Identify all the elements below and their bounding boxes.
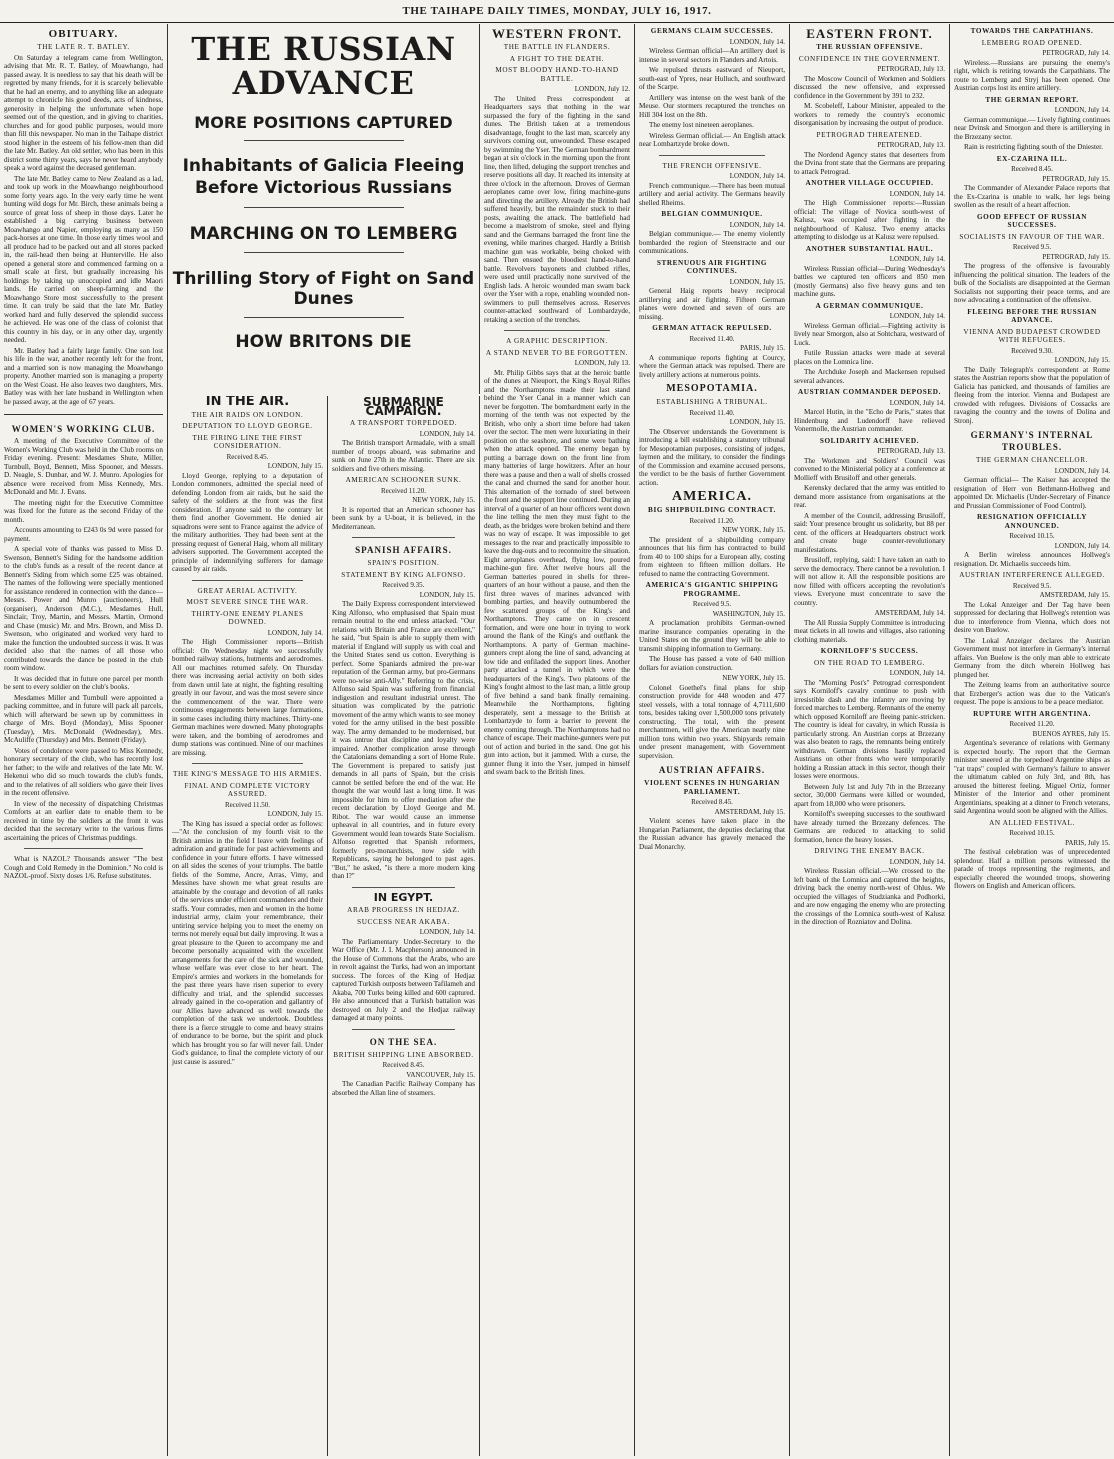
subheading: RESIGNATION OFFICIALLY ANNOUNCED.	[976, 513, 1088, 530]
article-paragraph: Wireless Russian official.—We crossed to the left bank of the Lomnica and captured the heights, driving back the enemy north-west of Ohlus. We occupied the villages of Studzianka and Podhorki, and are now engaging the enemy who are protecting the crossings of the Lomnica south-west of Kalusz in the direction of Rozniatov and Dolina.	[794, 867, 945, 926]
dateline: NEW YORK, July 15.	[722, 526, 785, 534]
subheading: VIOLENT SCENES IN HUNGARIAN PARLIAMENT.	[644, 779, 780, 796]
dateline: LONDON, July 13.	[574, 359, 630, 367]
dateline: NEW YORK, July 15.	[412, 496, 475, 504]
dateline: NEW YORK, July 15.	[722, 674, 785, 682]
western-front-heading: WESTERN FRONT.	[491, 26, 623, 41]
masthead: THE TAIHAPE DAILY TIMES, MONDAY, JULY 16, 1917.	[0, 0, 1114, 23]
article-paragraph: A special vote of thanks was passed to Miss D. Swenson, Bennett's Siding for the handsome addition to the club's funds as a result of the recent dance at Bennett's Siding from which some £25 was obtained. The names of the following were specially mentioned for assistance rendered in connection with the dance—Messrs. Power and Munro (auctioneers), Hull (organiser), Anderson (M.C.), Mesdames Hull, Sinclair, Troy, Martin, and Messrs. Martin, Ormond and Chase (music) Mr. and Mrs. Brown, and Miss D. Swenson, who originated and worked very hard to make the function the undoubted success it was. It was decided also that the names of all those who contributed towards the dance be posted in the club room window.	[4, 545, 163, 672]
article-paragraph: The Parliamentary Under-Secretary to the War Office (Mr. J. I. Macpherson) announced in the House of Commons that the Arabs, who are in revolt against the Turks, had won an important success. The forces of the King of Hedjaz captured Turkish outposts between Tafilameh and Akaba, 700 Turks being killed and 600 captured. He also announced that a Turkish battalion was destroyed on July 2 and the Hedjaz railway damaged at many points.	[332, 937, 475, 1022]
article-paragraph: Mesdames Miller and Turnbull were appointed a packing committee, and in future will pack all parcels, which will afterward be sewn up by committees in charge of Mrs. Boyd (Monday), Miss Spooner (Tuesday), Mrs. McDonald (Wednesday), Mrs. McAuliffe (Thursday) and Mrs. Bennett (Friday).	[4, 693, 163, 744]
subheading: A GERMAN COMMUNIQUE.	[815, 301, 924, 310]
article-paragraph: General Haig reports heavy reciprocal artillerying and air fighting. Fifteen German planes were downed and seven of ours are missing.	[639, 287, 785, 321]
sea-heading: ON THE SEA.	[369, 1036, 438, 1047]
received-time: Received 8.45.	[226, 452, 269, 461]
subheading: LEMBERG ROAD OPENED.	[981, 38, 1083, 47]
subheading: THE FRENCH OFFENSIVE.	[662, 161, 762, 170]
divider	[352, 887, 455, 888]
subheading: FINAL AND COMPLETE VICTORY ASSURED.	[184, 781, 311, 798]
article-paragraph: The All Russia Supply Committee is introducing meat tickets in all towns and villages, also rationing clothing materials.	[794, 618, 945, 644]
received-time: Received 9.30.	[1011, 346, 1053, 355]
subheading: AMERICA'S GIGANTIC SHIPPING PROGRAMME.	[645, 581, 779, 598]
subheading: MOST BLOODY HAND-TO-HAND BATTLE.	[495, 66, 619, 83]
divider	[244, 252, 404, 253]
article-paragraph: Colonel Goethel's final plans for ship construction provide for 448 wooden and 477 steel vessels, with a total tonnage of 4,7111,600 tons, besides taking over 1,500,000 tons privately constructing. The total, with the present merchantmen, will give the American nearly nine million tons within two years. Shipyards remain under present management, with Government supervision.	[639, 683, 785, 760]
article-paragraph: Votes of condolence were passed to Miss Kennedy, honorary secretary of the club, who has recently lost her father; to the wife and relatives of the late Mr. W. Hekenui who did so much towards the club's funds, and to the relatives of all soldiers who gave their lives in the recent offensive.	[4, 746, 163, 797]
received-time: Received 8.45.	[382, 1061, 425, 1069]
subheading: GOOD EFFECT OF RUSSIAN SUCCESSES.	[976, 212, 1088, 229]
banner-subhead: MARCHING ON TO LEMBERG	[189, 224, 458, 244]
article-paragraph: The House has passed a vote of 640 million dollars for aviation construction.	[639, 655, 785, 672]
article-paragraph: The enemy lost nineteen aeroplanes.	[649, 121, 754, 129]
subheading: STATEMENT BY KING ALFONSO.	[341, 570, 466, 579]
dateline: AMSTERDAM, July 15.	[1039, 591, 1110, 599]
article-paragraph: On Saturday a telegram came from Wellington, advising that Mr. R. T. Batley, of Moawhango, had passed away. It is needless to say that his death will be regretted by many friends, for it is scarcely believable that he had an enemy, and to anything like an adequate attempt to chronicle his good deeds, acts of kindness, generosity in helping the unfortunate when hope seemed out of the question, and in giving to charities, churches and for good public purposes, would more than fill this newspaper. No man in the Taihape district stood higher in the esteem of his fellow-men than did the late Mr. Batley. An old settler, who has been in this district some thirty years, says he never heard anybody speak a word against the deceased gentleman.	[4, 53, 163, 172]
subheading: ANOTHER VILLAGE OCCUPIED.	[805, 179, 934, 187]
dateline: LONDON, July 12.	[574, 85, 630, 93]
article-paragraph: Rain is restricting fighting south of the Dniester.	[964, 143, 1103, 151]
subheading: SOCIALISTS IN FAVOUR OF THE WAR.	[959, 232, 1105, 241]
dateline: LONDON, July 15.	[267, 810, 323, 818]
banner-subhead: HOW BRITONS DIE	[235, 332, 412, 352]
article-paragraph: The King has issued a special order as follows:—"At the conclusion of my fourth visit to the British armies in the field I leave with feelings of admiration and gratitude for past achievements and confidence in your future efforts. I have witnessed on all sides the scenes of your triumphs. The battle fields of the Somme, Ancre, Arras, Vimy, and Messines have shown me what great results are attainable by the courage and devotion of all ranks of the services under efficient commanders and their staffs. Your comrades, men and women in the home industrial army, claim your remembrance, their untiring service helping you to meet the enemy on terms not merely equal but daily improving. It was a great pleasure to the Queen to accompany me and become personally acquainted with the excellent arrangements for the care of the sick and wounded, whose welfare was ever close to her heart. The Empire's armies and workers in the homelands for the past three years have risen superior to every difficulty and trial, and the splendid successes already gained in the co-operation and gallantry of our Allies have advanced us well towards the completion of the task we undertook. Doubtless there is a fierce struggle to come and heavy strains of endurance to be borne, but the spirit and pluck which has brought you so far will never fail. Under God's guidance, to final the complete victory of our just cause is assured."	[172, 819, 323, 1066]
divider	[659, 155, 765, 156]
subheading: THIRTY-ONE ENEMY PLANES DOWNED.	[191, 609, 304, 626]
mesopotamia-heading: MESOPOTAMIA.	[666, 383, 758, 394]
subheading: DEPUTATION TO LLOYD GEORGE.	[182, 422, 313, 430]
article-paragraph: Brusiloff, replying, said: I have taken an oath to serve the democracy. There cannot be a revolution. I will not allow it. All the responsible positions are now filled with officers accepting the revolution's views. Everyone must concentrate to save the country.	[794, 556, 945, 607]
banner-subhead: MORE POSITIONS CAPTURED	[194, 113, 453, 132]
article-paragraph: The Archduke Joseph and Mackensen repulsed several advances.	[794, 368, 945, 385]
article-paragraph: The Canadian Pacific Railway Company has absorbed the Allan line of steamers.	[332, 1080, 475, 1097]
article-paragraph: Mr. Batley had a fairly large family. One son lost his life in the war, another recently left for the front, and a married son is now managing the Moawhango property. Another married son is managing a property on the West Coast. He also leaves two daughters, Mrs. Batley was with her late husband in Wellington when he passed away, at the age of 67 years.	[4, 346, 163, 406]
article-paragraph: The Commander of Alexander Palace reports that the Ex-Czarina is unable to walk, her legs being swollen as the result of a heart affection.	[954, 184, 1110, 209]
article-paragraph: Violent scenes have taken place in the Hungarian Parliament, the deputies declaring that the Russian advance has gravely menaced the Dual Monarchy.	[639, 817, 785, 851]
subheading: EX-CZARINA ILL.	[996, 154, 1068, 163]
advertisement: What is NAZOL? Thousands answer "The best Cough and Cold Remedy in the Dominion." No cold is NAZOL-proof. Sixty doses 1/6. Refuse substitutes.	[4, 855, 163, 880]
article-paragraph: A member of the Council, addressing Brusiloff, said: Your presence brought us solidarity, but 88 per cent. of the officers at Headquarters obstruct work and create huge counter-revolutionary manifestations.	[794, 511, 945, 554]
article-paragraph: The British transport Armadale, with a small number of troops aboard, was submarine and sunk on June 27th in the Atlantic. There are six soldiers and five others missing.	[332, 439, 475, 473]
article-paragraph: The "Morning Post's" Petrograd correspondent says Korniloff's cavalry continue to push with irresistible dash and the infantry are moving by forced marches to Lemberg. Remnants of the enemy which opposed Korniloff are fleeing panic-stricken. The country is ideal for cavalry, in which Russia is particularly strong. An Austrian corps at Brzezany was also beaten to rags, the remnants being entirely withdrawn. German divisions hastily replaced Austrians on other fronts who were temporarily holding a Russian attack in this sector, though their losses were enormous.	[794, 678, 945, 780]
article-paragraph: The Workmen and Soldiers' Council was convened to the Ministerial policy at a conference at Mollieff with Brusiloff and other generals.	[794, 456, 945, 482]
article-paragraph: The United Press correspondent at Headquarters says that nothing in the war surpassed the fury of the fighting in the sand dunes. The British taken at a tremendous disadvantage, fought to the last man, scarcely any survivors coming out, unwounded. These escaped by swimming the Yser. The German bombardment began at six o'clock in the morning upon the front line, then lifted, deluging the support trenches and reserve positions all day. It reached its intensity at three o'clock in the afternoon. Droves of German aeroplanes came over low, firing machine-guns and directing the artillery. Already the British had suffered heavily, but the remainder stuck to their posts, awaiting the attack. The battlefield had become a maelstrom of smoke, steel and flying sand and the Germans barraged the front line the evening, while marines charged. Hardly a British machine gun was workable, being choked with sand. Then ensued the bloodiest hand-to-hand battle. Revolvers bayonets and clubbed rifles, were used until practically none survived of the English lads. A heroic wounded man swam back over the Yser with a rope, enabling wounded non-swimmers to pull themselves across. Reserves counter-attacked southward of Lombardzyde, retaking a section of the trenches.	[484, 94, 630, 324]
subheading: BELGIAN COMMUNIQUE.	[661, 210, 763, 218]
dateline: LONDON, July 14.	[889, 398, 945, 407]
article-paragraph: The progress of the offensive is favourably influencing the political situation. The leaders of the bulk of the Socialists are disappointed at the German Socialists not supporting their peace terms, and are now advocating a continuation of the offensive.	[954, 262, 1110, 304]
divider	[192, 763, 303, 764]
received-time: Received 11.40.	[689, 408, 735, 417]
column-6	[790, 24, 950, 1456]
article-paragraph: The High Commissioner reports:—Russian official: The village of Novica south-west of Kalusz, was occupied after fighting in the neighbourhood of Kalusz. Two enemy attacks attempting to dislodge us at Kalusz were repulsed.	[794, 199, 945, 241]
divider	[244, 140, 404, 141]
dateline: LONDON, July 14.	[419, 928, 475, 936]
divider	[24, 848, 143, 849]
subheading: VIENNA AND BUDAPEST CROWDED WITH REFUGEES.	[963, 327, 1101, 344]
dateline: LONDON, July 15.	[729, 418, 785, 426]
received-time: Received 11.50.	[224, 800, 271, 809]
subheading: AMERICAN SCHOONER SUNK.	[345, 476, 462, 484]
article-paragraph: Wireless German official.—Fighting activity is lively near Smorgon, also at Sohtchara, westward of Luck.	[794, 321, 945, 347]
dateline: LONDON, July 14.	[889, 312, 945, 320]
dateline: LONDON, July 14.	[267, 628, 323, 637]
column-4	[480, 24, 635, 1456]
received-time: Received 8.45.	[691, 798, 733, 806]
article-paragraph: The Nordend Agency states that deserters from the Dvina front state that the Germans are preparing to attack Petrograd.	[794, 150, 945, 176]
article-paragraph: Wireless German official.— An English attack near Lombartzyde broke down.	[639, 131, 785, 148]
austrian-heading: AUSTRIAN AFFAIRS.	[658, 765, 766, 775]
article-paragraph: The Daily Express correspondent interviewed King Alfonso, who emphasised that Spain must remain neutral to the end unless attacked. "Our relations with Britain and France are excellent," he said, "but Spain is able to supply them with material if England will supply us with coal and the United States send us cotton. Everything is perfect. Some Spaniards admired the pre-war reputation of the German army, but pro-Germans were no-wise anti-Ally." Referring to the crisis, Alfonso said Spain was suffering from financial indigestion and resultant industrial unrest. The situation was complicated by the patriotic movement of the army which wants to see money voted for the army utilised in the best possible way. The army demanded to be modernised, but it was untrue that discipline and loyalty were impaired. Another complication arose through the Catalonians demanding a sort of Home Rule. The Government is prepared to satisfy just demands in all parts of Spain, but the crisis cannot be settled before the end of the war. He thought the war would last a long time. It was impossible for him to offer mediation after the recent declaration by Lloyd George and M. Ribot. The war would cause an immense upheaval in all countries, and in future every Government would lean towards State Socialism. Alfonso regretted that Spanish reformers, formerly pro-monarchists, now side with Republicans, saying he belonged to past ages. "But," he asked, "is there a more modern king than I?"	[332, 600, 475, 880]
dateline: WASHINGTON, July 15.	[712, 609, 785, 618]
subheading: THE GERMAN CHANCELLOR.	[975, 456, 1089, 464]
received-time: Received 9.5.	[1012, 243, 1052, 251]
subheading: THE KING'S MESSAGE TO HIS ARMIES.	[172, 770, 323, 778]
dateline: PARIS, July 15.	[1065, 838, 1110, 847]
dateline: PETROGRAD, July 14.	[1042, 49, 1110, 57]
divider	[192, 580, 303, 581]
subheading: CONFIDENCE IN THE GOVERNMENT.	[798, 54, 941, 63]
dateline: LONDON, July 14.	[419, 429, 475, 438]
subheading: THE RUSSIAN OFFENSIVE.	[816, 43, 923, 51]
received-time: Received 11.40.	[689, 334, 735, 343]
subheading: SPAIN'S POSITION.	[367, 559, 440, 567]
obituary-heading: OBITUARY.	[48, 28, 119, 40]
subheading: MOST SEVERE SINCE THE WAR.	[186, 598, 309, 606]
article-paragraph: Lloyd George, replying to a deputation of London commoners, admitted the special need of defending London from air raids, but he said the safety of the soldiers at the front was the first consideration. If anyone said to the contrary let them find another Government. He denied air squadrons were sent to France against the advice of the military authorities. They had been sent at the pressing request of General Haig, whom all military advisers supported. The Government accepted the principle of indemnifying sufferers for damage caused by air raids.	[172, 471, 323, 573]
subheading: RUPTURE WITH ARGENTINA.	[973, 709, 1091, 718]
received-time: Received 8.45.	[1011, 165, 1053, 173]
subheading: AUSTRIAN INTERFERENCE ALLEGED.	[959, 571, 1105, 579]
subheading: THE AIR RAIDS ON LONDON.	[191, 410, 304, 419]
dateline: LONDON, July 15.	[419, 590, 475, 599]
spanish-heading: SPANISH AFFAIRS.	[355, 545, 452, 555]
america-heading: AMERICA.	[672, 489, 752, 504]
submarine-heading: SUBMARINE CAMPAIGN.	[363, 396, 444, 418]
received-time: Received 11.20.	[689, 516, 735, 525]
article-paragraph: The festival celebration was of unprecedented splendour. Half a million persons witnessed the parade of troops representing the regiments, and especially cheered the wounded troops, showering flowers on English and American officers.	[954, 848, 1110, 890]
subheading: GERMAN ATTACK REPULSED.	[652, 324, 772, 332]
subheading: THE BATTLE IN FLANDERS.	[503, 43, 611, 51]
subheading: BIG SHIPBUILDING CONTRACT.	[648, 506, 776, 514]
banner-title: THE RUSSIAN ADVANCE	[191, 30, 456, 102]
batley-heading: THE LATE R. T. BATLEY.	[37, 43, 130, 51]
received-time: Received 10.15.	[1009, 829, 1055, 837]
divider	[4, 414, 163, 415]
divider	[244, 317, 404, 318]
subheading: TOWARDS THE CARPATHIANS.	[970, 27, 1094, 35]
air-heading: IN THE AIR.	[205, 396, 290, 409]
subheading: PETROGRAD THREATENED.	[816, 130, 923, 139]
dateline: LONDON, July 15.	[1054, 356, 1110, 364]
dateline: LONDON, July 14.	[889, 255, 945, 263]
article-paragraph: Wireless Russian official—During Wednesday's battles we captured ten officers and 850 men (mostly Germans) also five heavy guns and ten machine guns.	[794, 264, 945, 298]
subheading: STRENUOUS AIR FIGHTING CONTINUES.	[656, 258, 768, 275]
banner-subhead: Inhabitants of Galicia Fleeing Before Victorious Russians	[182, 156, 465, 198]
article-paragraph: French communique.—There has been mutual artillery and aerial activity. The Germans heavily shelled Rheims.	[639, 181, 785, 207]
dateline: LONDON, July 14.	[1054, 466, 1110, 475]
dateline: LONDON, July 14.	[889, 857, 945, 866]
subheading: KORNILOFF'S SUCCESS.	[820, 647, 919, 655]
article-paragraph: The Lokal Anzeiger and Der Tag have been suppressed for declaring that Hollweg's retention was due to interference from Vienna, which does not desire von Buelow.	[954, 600, 1110, 634]
subheading: THE FIRING LINE THE FIRST CONSIDERATION.	[192, 433, 303, 450]
dateline: LONDON, July 14.	[1054, 106, 1110, 114]
article-paragraph: The Observer understands the Government is introducing a bill establishing a statutory tribunal for Mesopotamian purposes, consisting of judges, laymen and the military, to consider the findings of the Commission and examine accused persons, the verdict to be the basis of further Government action.	[639, 427, 785, 487]
article-paragraph: Argentina's severance of relations with Germany is expected hourly. The report that the German minister sneered at the torpedoed Argentine ships as "rat traps" coupled with Germany's failure to answer the ultimatum cabled on July 3rd, and 8th, has aroused the bitterest feeling. Miguel Ortiz, former Minister of the Interior and other prominent Argentinians, speaking at a dinner to French veterans, said Argentina would soon be aligned with the Allies.	[954, 739, 1110, 815]
dateline: PETROGRAD, July 13.	[877, 141, 945, 149]
dateline: PETROGRAD, July 13.	[877, 447, 945, 455]
dateline: AMSTERDAM, July 14.	[874, 609, 945, 617]
divider	[352, 1029, 455, 1030]
eastern-front-heading: EASTERN FRONT.	[806, 26, 933, 41]
article-paragraph: A communique reports fighting at Courcy, where the German attack was repulsed. There are lively artillery actions at numerous points.	[639, 353, 785, 379]
dateline: PETROGRAD, July 15.	[1042, 174, 1110, 183]
article-paragraph: It was decided that in future one parcel per month be sent to every soldier on the club's books.	[4, 674, 163, 691]
dateline: LONDON, July 14.	[889, 669, 945, 677]
article-paragraph: German official— The Kaiser has accepted the resignation of Herr von Bethmann-Hollweg and appointed Dr. Michaelis (Under-Secretary of Finance and Prussian Commissioner of Food Control).	[954, 476, 1110, 510]
divider	[504, 330, 610, 331]
column-7	[950, 24, 1114, 1456]
front-banner	[168, 24, 480, 394]
egypt-heading: IN EGYPT.	[373, 890, 434, 904]
article-paragraph: A Berlin wireless announces Hollweg's resignation. Dr. Michaelis succeeds him.	[954, 551, 1110, 568]
dateline: LONDON, July 14.	[729, 220, 785, 229]
subheading: SUCCESS NEAR AKABA.	[357, 917, 450, 926]
subheading: AN ALLIED FESTIVAL.	[989, 818, 1075, 827]
dateline: PETROGRAD, July 13.	[877, 65, 945, 73]
column-2	[168, 396, 328, 1456]
article-paragraph: Wireless.—Russians are pursuing the enemy's right, which is retiring towards the Carpathians. The route to Lemberg and Stryj has been opened. One Austrian corps lost its entire artillery.	[954, 58, 1110, 92]
subheading: ESTABLISHING A TRIBUNAL.	[656, 398, 768, 406]
dateline: AMSTERDAM, July 15.	[714, 807, 785, 816]
article-paragraph: Accounts amounting to £243 0s 9d were passed for payment.	[4, 526, 163, 543]
dateline: LONDON, July 14.	[729, 172, 785, 180]
received-time: Received 11.20.	[1009, 720, 1055, 728]
subheading: GERMANS CLAIM SUCCESSES.	[650, 27, 774, 35]
subheading: FLEEING BEFORE THE RUSSIAN ADVANCE.	[967, 307, 1097, 324]
article-paragraph: A proclamation prohibits German-owned marine insurance companies operating in the United States on the ground they will be able to transmit shipping information to Germany.	[639, 619, 785, 653]
article-paragraph: Kerensky declared that the army was entitled to demand more assistance from organisations at the rear.	[794, 484, 945, 509]
article-paragraph: Artillery was intense on the west bank of the Meuse. Our stormers recaptured the trenches on Hill 304 lost on the 8th.	[639, 93, 785, 119]
article-paragraph: The Zeitung learns from an authoritative source that Erzberger's action was due to the Vatican's request. The pope is anxious to be a peace mediator.	[954, 681, 1110, 706]
article-paragraph: Futile Russian attacks were made at several places on the Lomnica line.	[794, 349, 945, 366]
divider	[352, 537, 455, 538]
column-1	[0, 24, 168, 1456]
column-5	[635, 24, 790, 1456]
received-time: Received 9.5.	[692, 600, 732, 608]
article-paragraph: It is reported that an American schooner has been sunk by a U-boat, it is believed, in the Mediterranean.	[332, 505, 475, 531]
dateline: LONDON, July 15.	[729, 277, 785, 286]
article-paragraph: We repulsed thrusts eastward of Nieuport, south-east of Ypres, near Hulluch, and southward of the Scarpe.	[639, 66, 785, 91]
article-paragraph: German communique.— Lively fighting continues near Dvinsk and Smorgon and there is artillerying in the Brzezany sector.	[954, 115, 1110, 141]
article-paragraph: M. Scobeleff, Labour Minister, appealed to the workers to remedy the country's economic disorganisation by increasing the output of produce.	[794, 102, 945, 127]
subheading: SOLIDARITY ACHIEVED.	[819, 436, 920, 445]
subheading: BRITISH SHIPPING LINE ABSORBED.	[333, 1050, 474, 1059]
dateline: LONDON, July 15.	[267, 462, 323, 470]
subheading: A STAND NEVER TO BE FORGOTTEN.	[485, 348, 629, 357]
article-paragraph: Korniloff's sweeping successes to the southward have already turned the Brzezany defences. The Germans are reduced to attacking to solid formation, hence the heavy losses.	[794, 810, 945, 844]
subheading: A TRANSPORT TORPEDOED.	[349, 419, 458, 427]
received-time: Received 9.35.	[382, 581, 425, 589]
article-paragraph: The High Commissioner reports—British official: On Wednesday night we successfully bombed railway stations, hutments and aerodromes. All our machines returned safely. On Thursday there was increasing aerial activity on both sides from dawn until late at night, the fighting resulting greatly in our favour, and was the most severe since the commencement of the war. There were continuous engagements between large formations, in some cases including thirty machines. Thirty-one German machines were downed. Many photographs were taken, and the bombing of aerodromes and dump stations was continued. Nine of our machines are missing.	[172, 638, 323, 757]
article-paragraph: Marcel Hutin, in the "Echo de Paris," states that Hindenburg and Ludendorff have relieved Vonermolle, the Austrian commander.	[794, 408, 945, 433]
subheading: A GRAPHIC DESCRIPTION.	[506, 337, 608, 345]
article-paragraph: A meeting of the Executive Committee of the Women's Working Club was held in the Club rooms on Friday evening. Present: Mesdames Shute, Miller, Turnbull, Boyd, Bennett, Miss Spooner, and Messrs. D. Neagle, S. Dunbar, and W. J. Munro. Apologies for absence were received from Miss Kennedy, Mrs. McDonald and Mr. J. Evans.	[4, 437, 163, 496]
newspaper-page	[0, 24, 1114, 1456]
article-paragraph: Belgian communique.— The enemy violently bombarded the region of Steenstracte and our communications.	[639, 230, 785, 255]
received-time: Received 11.20.	[380, 486, 427, 495]
dateline: VANCOUVER, July 15.	[406, 1070, 475, 1079]
dateline: BUENOS AYRES, July 15.	[1032, 729, 1110, 738]
article-paragraph: The Daily Telegraph's correspondent at Rome states the Austrian reports show that the population of Galicia has panicked, and thousands of families are fleeing from the interior. Vienna and Budapest are crowded with refugees. Divisions of Cossacks are ravaging the country and the towns of Dolina and Stronj.	[954, 365, 1110, 425]
womens-club-heading: WOMEN'S WORKING CLUB.	[11, 424, 156, 434]
article-paragraph: Wireless German official—An artillery duel is intense in several sectors in Flanders and Artois.	[639, 47, 785, 64]
article-paragraph: The late Mr. Batley came to New Zealand as a lad, and took up work in the Moawhango neighbourhood some forty years ago. In the very early time he went hunting wild dogs for Mr. Birch, these animals being a source of great loss of sheep in those days. Later he established a big carrying business between Moawhango and Napier, employing as many as 150 pack-horses at one time. In those early times wool and all produce had to be packed out and all stores packed in, the rail-head then being at Hunterville. He also opened a general store and commenced farming on a small scale at first, but gradually increasing his holdings by taking up unoccupied and idle Maori lands. He carried on sheep-farming and the Moawhango Store most successfully to the present time. It can truly be said that the late Mr. Batley worked hard and fully deserved the splendid success he achieved. He was one of the class of colonist that this country in his day, or in any other day, urgently needed.	[4, 174, 163, 344]
dateline: LONDON, July 14.	[729, 37, 785, 46]
article-paragraph: Mr. Philip Gibbs says that at the heroic battle of the dunes at Nieuport, the King's Royal Rifles and the Northamptons made their last stand behind the Yser Canal in a manner which can never be forgotten. The bombardment early in the morning of the tenth was not expected by the British, who only a short time before had taken over the sector. The men were luxuriating in their position on the seashore, and some were bathing when the attack opened. The enemy began by putting a barrage down on the front line from many batteries of large howitzers. After an hour there was a pause and then a wall of shells crossed the canal and churned the sand for another hour. This alternation of the tornado of steel between the front and the support line continued. During an interval of a quarter of an hour officers went down the line telling the men they must fight to the death, as the bridges were broken behind and there was no way of escape. It was impossible to get messages to the rear and practically impossible to leave the dug-outs and to reconnoitre the situation. Eight aeroplanes overhead, flying low, poured machine-gun fire. After twelve hours all the German batteries poured in shells for three-quarters of an hour without a pause, and then the first three waves of marines advanced with bombing parties, and heavily outnumbered the few scattered groups of the King's and Northamptons. They came on in crescent formation, and were one hour in trying to work around the flank of the King's and outflank the Northamptons. A party of German machine-gunners crept along the line of sand, advancing at low tide and enfiladed the support lines. Another party attacked a tunnel in which were the headquarters of the King's. Two platoons of the King's fought almost to the last man, a little group of five behind a sand bank finally remaining. Meanwhile the Northamptons, fighting desperately, sent a message to the British at Lombartzyde to form a barrier to prevent the enemy coming through. The Northamptons had no chance of escape. Their machine-gunners were put out of action and buried in the sand. One got his gun into action, but it jammed. With a curse, the gunner flung it into the Yser, jumped in himself and swam back to the British lines.	[484, 368, 630, 776]
article-paragraph: The meeting night for the Executive Committee was fixed for the future as the second Friday of the month.	[4, 498, 163, 524]
received-time: Received 10.15.	[1009, 532, 1055, 540]
received-time: Received 9.5.	[1012, 581, 1052, 590]
subheading: THE GERMAN REPORT.	[985, 95, 1079, 104]
article-paragraph: In view of the necessity of dispatching Christmas Comforts at an earlier date to enable them to be received in time by the soldiers at the front it was decided that the secretary write to the various firms ascertaining the prices of Christmas puddings.	[4, 799, 163, 842]
subheading: A FIGHT TO THE DEATH.	[509, 54, 605, 63]
subheading: ARAB PROGRESS IN HEDJAZ.	[347, 906, 460, 914]
banner-subhead: Thrilling Story of Fight on Sand Dunes	[172, 269, 475, 309]
article-paragraph: The Moscow Council of Workmen and Soldiers discussed the new offensive, and expressed confidence in the Government by 391 to 232.	[794, 74, 945, 100]
article-paragraph: The president of a shipbuilding company announces that his firm has contracted to build from 40 to 100 ships for a European ally, costing from eighteen to fifteen million dollars. He refused to name the contracting Government.	[639, 535, 785, 578]
subheading: GREAT AERIAL ACTIVITY.	[197, 586, 298, 595]
subheading: AUSTRIAN COMMANDER DEPOSED.	[798, 388, 941, 396]
divider	[244, 207, 404, 208]
germany-troubles-heading: GERMANY'S INTERNAL TROUBLES.	[970, 430, 1094, 452]
subheading: ANOTHER SUBSTANTIAL HAUL.	[805, 244, 934, 253]
dateline: PETROGRAD, July 15.	[1042, 252, 1110, 261]
dateline: LONDON, July 14.	[889, 189, 945, 198]
article-paragraph: Between July 1st and July 7th in the Brzezany sector, 30,000 Germans were killed or wounded, apart from 18,000 who were prisoners.	[794, 782, 945, 808]
article-paragraph: The Lokal Anzeiger declares the Austrian Government must not interfere in Germany's internal affairs. Von Buelow is the only man able to extricate Germany from the ditch wherein Hollweg has plunged her.	[954, 636, 1110, 679]
subheading: DRIVING THE ENEMY BACK.	[814, 847, 925, 855]
dateline: PARIS, July 15.	[740, 344, 785, 352]
column-3	[328, 396, 480, 1456]
dateline: LONDON, July 14.	[1054, 541, 1110, 550]
subheading: ON THE ROAD TO LEMBERG.	[813, 658, 926, 667]
